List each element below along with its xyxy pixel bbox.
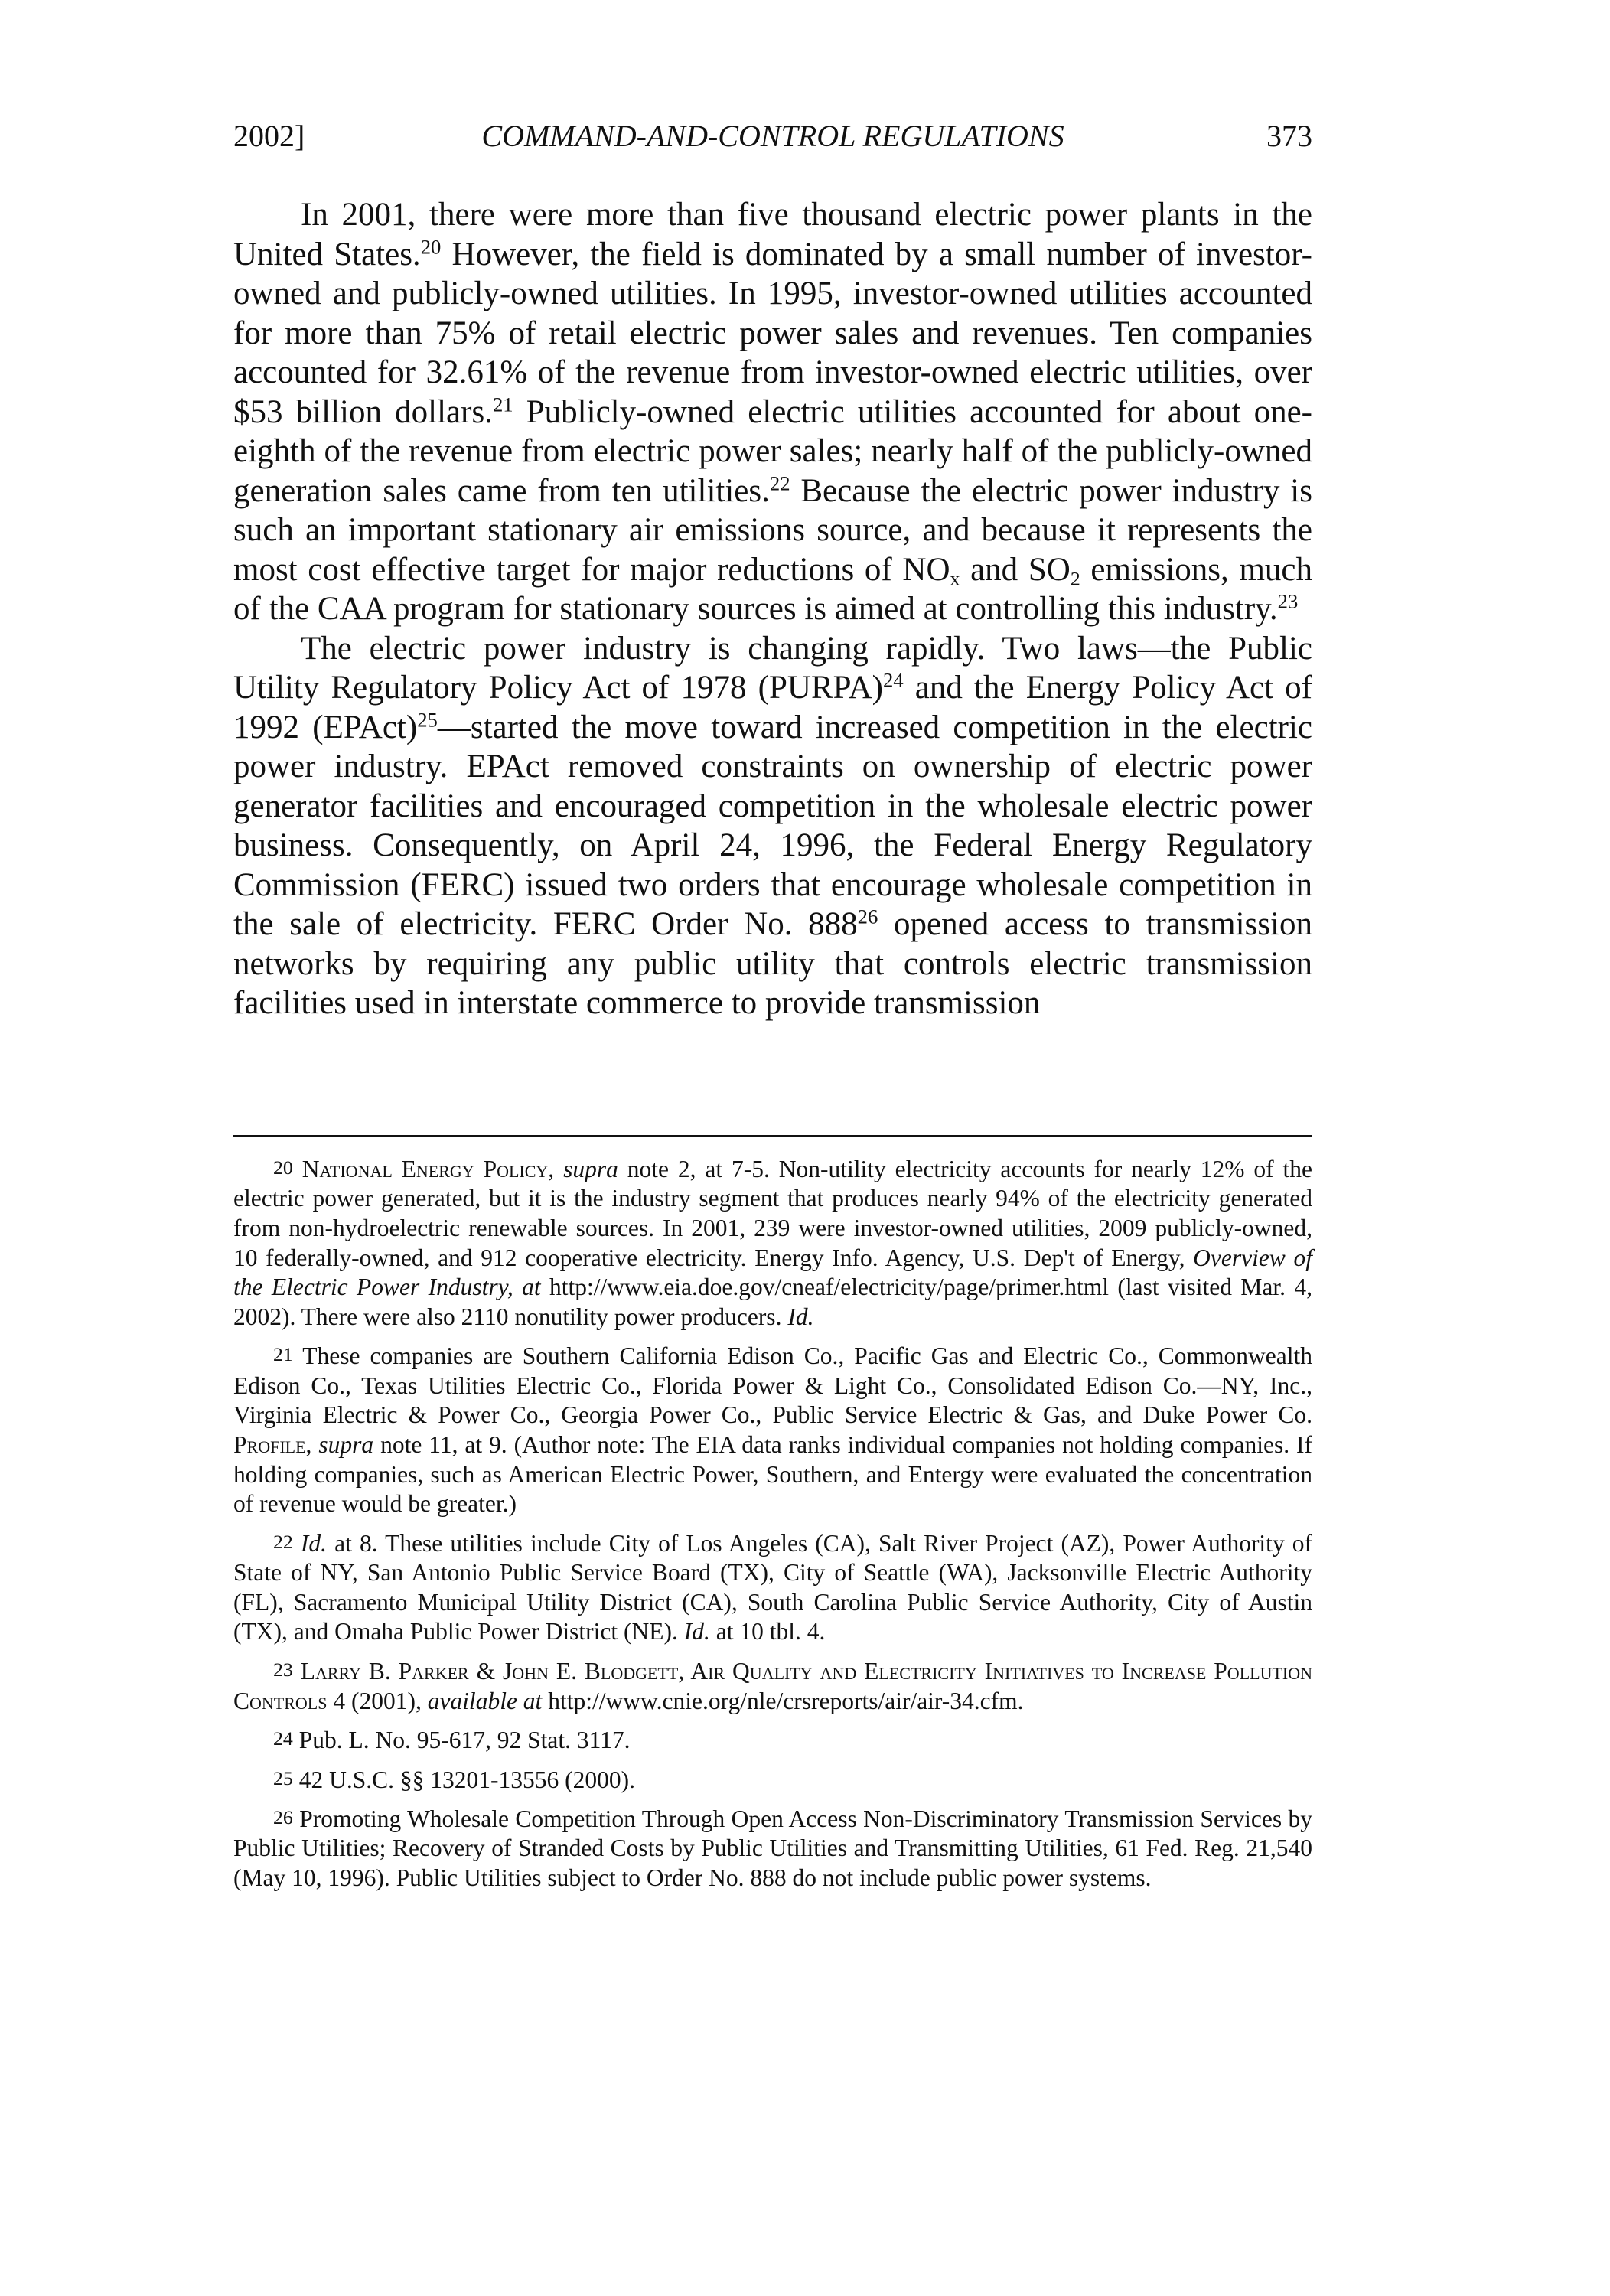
footnote-number: 22 bbox=[273, 1530, 293, 1553]
running-header bbox=[233, 113, 1312, 159]
footnote-number: 24 bbox=[273, 1727, 293, 1750]
footnote-26: 26 Promoting Wholesale Competition Through Open Access Non-Discriminatory Transmission Services by Public Utilities; Recovery of Stranded Costs by Public Utilities and Transmitting Utilities, 61 Fed. Reg. 21,540 (May 10, 1996). Public Utilities subject to Order No. 888 do not include public power systems. bbox=[233, 1805, 1313, 1892]
footnote-ref-20[interactable]: 20 bbox=[420, 234, 442, 258]
footnote-ref-21[interactable]: 21 bbox=[492, 392, 513, 416]
footnote-number: 21 bbox=[273, 1343, 293, 1366]
footnote-number: 25 bbox=[273, 1766, 293, 1789]
footnote-divider bbox=[233, 1135, 1312, 1137]
subscript-2: 2 bbox=[1070, 566, 1080, 589]
footnote-25: 25 42 U.S.C. §§ 13201-13556 (2000). bbox=[273, 1766, 635, 1793]
body-paragraph-2: The electric power industry is changing rapidly. Two laws—the Public Utility Regulatory Policy Act of 1978 (PURPA)$^{24}$ and the Energy Policy Act of 1992 (EPAct)$^{25}$—started the move toward increased competition in the electric power industry. EPAct removed constraints on ownership of electric power generator facilities and encouraged competition in the wholesale electric power business. Consequently, on April 24, 1996, the Federal Energy Regulatory Commission (FERC) issued two orders that encourage wholesale competition in the sale of electricity. FERC Order No. $888^{26}$ opened access to transmission networks by requiring any public utility that controls electric transmission facilities used in interstate commerce to provide transmission bbox=[233, 630, 1313, 1021]
footnote-number: 20 bbox=[273, 1156, 293, 1179]
page-number: 373 bbox=[1266, 119, 1312, 153]
footnote-ref-24[interactable]: 24 bbox=[883, 668, 904, 692]
footnote-number: 23 bbox=[273, 1658, 293, 1681]
footnote-20: 20 National Energy Policy, supra note 2, at 7-5. Non-utility electricity accounts for nearly 12% of the electric power generated, but it is the industry segment that produces nearly 94% of the electricity generated from non-hydroelectric renewable sources. In 2001, 239 were investor-owned utilities, 2009 publicly-owned, 10 federally-owned, and 912 cooperative electricity. Energy Info. Agency, U.S. Dep't of Energy, Overview of the Electric Power Industry, at http://www.eia.doe.gov/cneaf/electricity/page/primer.html (last visited Mar. 4, 2002). There were also 2110 nonutility power producers. Id. bbox=[233, 1155, 1312, 1330]
footnote-22: 22 Id. at 8. These utilities include City of Los Angeles (CA), Salt River Project (AZ), Power Authority of State of NY, San Antonio Public Service Board (TX), City of Seattle (WA), Jacksonville Electric Authority (FL), Sacramento Municipal Utility District (CA), South Carolina Public Service Authority, City of Austin (TX), and Omaha Public Power District (NE). Id. at 10 tbl. 4. bbox=[233, 1529, 1313, 1645]
volume-year: 2002] bbox=[233, 119, 305, 153]
body-paragraph-1: In 2001, there were more than five thousand electric power plants in the United States.$^{20}$ However, the field is dominated by a small number of investor-owned and publicly-owned utilities. In 1995, investor-owned utilities accounted for more than 75% of retail electric power sales and revenues. Ten companies accounted for 32.61% of the revenue from investor-owned electric utilities, over $53 billion dollars.$^{21}$ Publicly-owned electric utilities accounted for about one-eighth of the revenue from electric power sales; nearly half of the publicly-owned generation sales came from ten utilities.$^{22}$ Because the electric power industry is such an important stationary air emissions source, and because it represents the most cost effective target for major reductions of $NO_x$ and $SO_2$ emissions, much of the CAA program for stationary sources is aimed at controlling this industry.$^{23}$ bbox=[233, 197, 1312, 627]
footnote-ref-26[interactable]: 26 bbox=[857, 905, 878, 928]
footnote-ref-23[interactable]: 23 bbox=[1277, 589, 1299, 613]
footnote-21: 21 These companies are Southern California Edison Co., Pacific Gas and Electric Co., Commonwealth Edison Co., Texas Utilities Electric Co., Florida Power & Light Co., Consolidated Edison Co.—NY, Inc., Virginia Electric & Power Co., Georgia Power Co., Public Service Electric & Gas, and Duke Power Co. Profile, supra note 11, at 9. (Author note: The EIA data ranks individual companies not holding companies. If holding companies, such as American Electric Power, Southern, and Entergy were evaluated the concentration of revenue would be greater.) bbox=[233, 1342, 1312, 1518]
footnote-23: 23 Larry B. Parker & John E. Blodgett, Air Quality and Electricity Initiatives to Increase Pollution Controls 4 (2001), available at http://www.cnie.org/nle/crsreports/air/air-34.cfm. bbox=[233, 1657, 1312, 1714]
footnotes bbox=[233, 1153, 1312, 1902]
footnote-24: 24 Pub. L. No. 95-617, 92 Stat. 3117. bbox=[273, 1726, 631, 1753]
running-title: COMMAND-AND-CONTROL REGULATIONS bbox=[481, 119, 1064, 153]
main-text bbox=[233, 195, 1312, 1023]
footnote-ref-22[interactable]: 22 bbox=[769, 471, 790, 494]
footnote-number: 26 bbox=[273, 1806, 293, 1829]
subscript-x: x bbox=[950, 566, 960, 589]
footnote-ref-25[interactable]: 25 bbox=[417, 707, 438, 731]
